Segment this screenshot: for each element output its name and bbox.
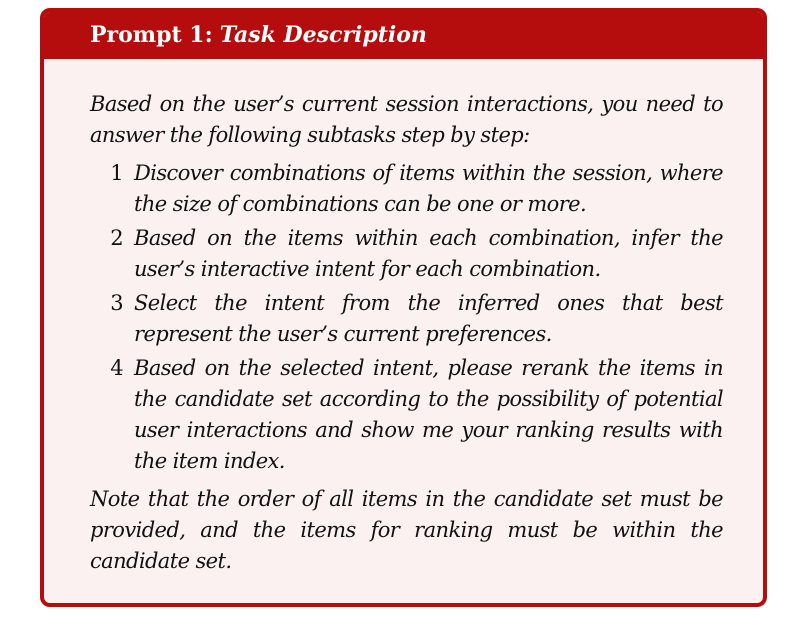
prompt-header xyxy=(44,12,763,59)
intro-paragraph: Based on the user’s current session interactions, you need to answer the following subtasks step by step: xyxy=(90,92,723,147)
step-number: 1 xyxy=(110,161,123,185)
step-text: Select the intent from the inferred ones that best represent the user’s current preferences. xyxy=(134,291,723,346)
step-number: 2 xyxy=(110,226,123,250)
step-item xyxy=(90,353,723,477)
prompt-title: Task Description xyxy=(219,22,427,48)
step-number: 4 xyxy=(110,356,123,380)
step-list xyxy=(90,158,723,477)
note-paragraph: Note that the order of all items in the candidate set must be provided, and the items for ranking must be within the candidate set. xyxy=(90,487,723,573)
step-text: Based on the selected intent, please rerank the items in the candidate set according to the possibility of potential user interactions and show me your ranking results with the item index. xyxy=(134,356,723,473)
step-item xyxy=(90,158,723,220)
step-text: Discover combinations of items within the session, where the size of combinations can be one or more. xyxy=(134,161,723,216)
step-item xyxy=(90,288,723,350)
step-item xyxy=(90,223,723,285)
step-text: Based on the items within each combination, infer the user’s interactive intent for each combination. xyxy=(134,226,723,281)
prompt-body xyxy=(44,59,763,577)
prompt-box xyxy=(40,8,767,607)
prompt-label: Prompt 1: xyxy=(90,22,213,48)
step-number: 3 xyxy=(110,291,123,315)
